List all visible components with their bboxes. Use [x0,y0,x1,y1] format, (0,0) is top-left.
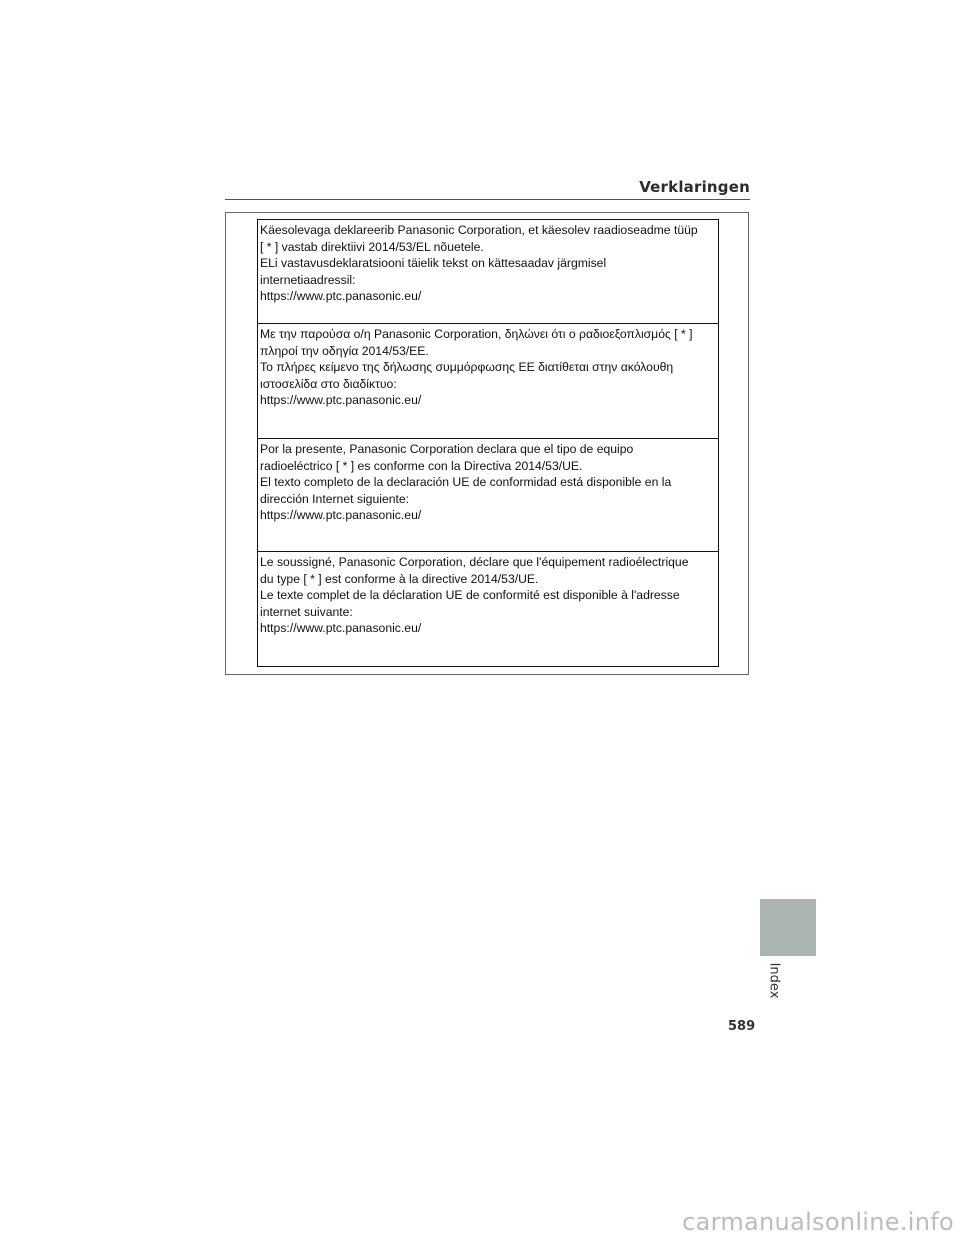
declaration-line: Käesolevaga deklareerib Panasonic Corporation, et käesolev raadioseadme tüüp [260,223,698,237]
index-tab[interactable] [760,899,816,956]
declaration-line: Por la presente, Panasonic Corporation declara que el tipo de equipo [260,442,634,456]
declaration-line: du type [ * ] est conforme à la directive 2014/53/UE. [260,571,539,586]
index-tab-label[interactable] [764,960,784,1000]
declaration-line: ELi vastavusdeklaratsiooni täielik tekst on kättesaadav järgmisel [260,256,607,270]
declaration-line: Με την παρούσα ο/η Panasonic Corporation, δηλώνει ότι ο ραδιοεξοπλισμός [ * ] [260,327,693,341]
declaration-line: dirección Internet siguiente: [260,491,410,506]
declaration-line: El texto completo de la declaración UE de conformidad está disponible en la [260,475,672,489]
declaration-url: https://www.ptc.panasonic.eu/ [260,289,422,303]
declaration-french [258,551,718,666]
declaration-spanish [258,438,718,551]
declaration-line: [ * ] vastab direktiivi 2014/53/EL nõuetele. [260,239,484,254]
declaration-line: Le texte complet de la déclaration UE de conformité est disponible à l'adresse [260,588,680,602]
declaration-line: πληροί την οδηγία 2014/53/ΕΕ. [260,343,429,358]
declaration-estonian [258,220,718,323]
declaration-line: internet suivante: [260,604,353,619]
declaration-line: ιστοσελίδα στο διαδίκτυο: [260,376,397,391]
declaration-line: Το πλήρες κείμενο της δήλωσης συμμόρφωσης ΕΕ διατίθεται στην ακόλουθη [260,360,674,374]
declaration-line: internetiaadressil: [260,272,356,287]
section-title: Verklaringen [639,178,750,196]
declarations-table [257,219,719,667]
index-label-text: Index [766,962,782,998]
declaration-url: https://www.ptc.panasonic.eu/ [260,393,422,407]
declaration-greek [258,323,718,438]
page-number: 589 [728,1019,756,1034]
watermark: carmanualsonline.info [682,1208,954,1236]
declaration-url: https://www.ptc.panasonic.eu/ [260,508,422,522]
declaration-url: https://www.ptc.panasonic.eu/ [260,621,422,635]
header-divider [225,199,750,200]
declaration-line: Le soussigné, Panasonic Corporation, déclare que l'équipement radioélectrique [260,555,689,569]
declaration-line: radioeléctrico [ * ] es conforme con la Directiva 2014/53/UE. [260,458,583,473]
